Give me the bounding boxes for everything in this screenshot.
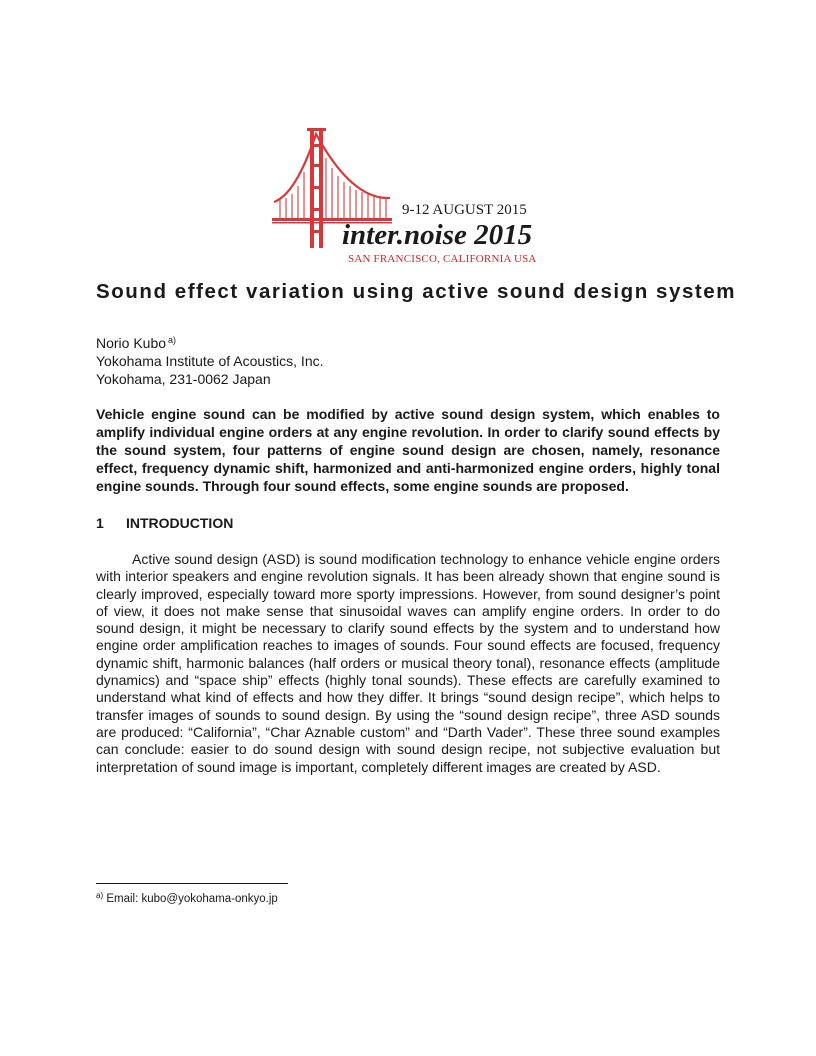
conference-wordmark: inter.noise 2015 <box>342 219 533 251</box>
author-name: Norio Kubo <box>96 335 167 351</box>
golden-gate-bridge-icon <box>272 128 548 268</box>
footnote-mark: a) <box>96 891 104 900</box>
author-block <box>96 334 324 388</box>
author-footnote-mark: a) <box>168 335 177 345</box>
section-heading <box>96 515 233 531</box>
conference-location: SAN FRANCISCO, CALIFORNIA USA <box>348 253 537 265</box>
footnote <box>96 893 278 905</box>
section-number: 1 <box>96 515 104 531</box>
affiliation-line-2: Yokohama, 231-0062 Japan <box>96 371 271 387</box>
introduction-paragraph: Active sound design (ASD) is sound modification technology to enhance vehicle engine orders with interior speakers and engine revolution signals. It has been already shown that engine sound is clearly improved, especially toward more sporty impressions. However, from sound designer’s point of view, it does not make sense that sinusoidal waves can amplify engine orders. In order to do sound design, it might be necessary to clarify sound effects by the system and to understand how engine order amplification reaches to images of sounds. Four sound effects are focused, frequency dynamic shift, harmonic balances (half orders or musical theory tonal), resonance effects (amplitude dynamics) and “space ship” effects (highly tonal sounds). These effects are carefully examined to understand what kind of effects and how they differ. It brings “sound design recipe”, which helps to transfer images of sounds to sound design. By using the “sound design recipe”, three ASD sounds are produced: “California”, “Char Aznable custom” and “Darth Vader”. These three sound examples can conclude: easier to do sound design with sound design recipe, not subjective evaluation but interpretation of sound image is important, completely different images are created by ASD. <box>96 551 720 775</box>
author-line <box>96 334 324 352</box>
conference-dates: 9-12 AUGUST 2015 <box>402 202 527 218</box>
section-title: INTRODUCTION <box>126 515 234 531</box>
conference-logo <box>272 128 548 268</box>
paper-title: Sound effect variation using active sound design system <box>96 280 737 303</box>
abstract: Vehicle engine sound can be modified by active sound design system, which enables to amplify individual engine orders at any engine revolution. In order to clarify sound effects by the sound system, four patterns of engine sound design are chosen, namely, resonance effect, frequency dynamic shift, harmonized and anti-harmonized engine orders, highly tonal engine sounds. Through four sound effects, some engine sounds are proposed. <box>96 406 720 494</box>
footnote-email: Email: kubo@yokohama-onkyo.jp <box>106 893 278 905</box>
footnote-divider <box>96 883 288 884</box>
affiliation-line-1: Yokohama Institute of Acoustics, Inc. <box>96 353 324 369</box>
